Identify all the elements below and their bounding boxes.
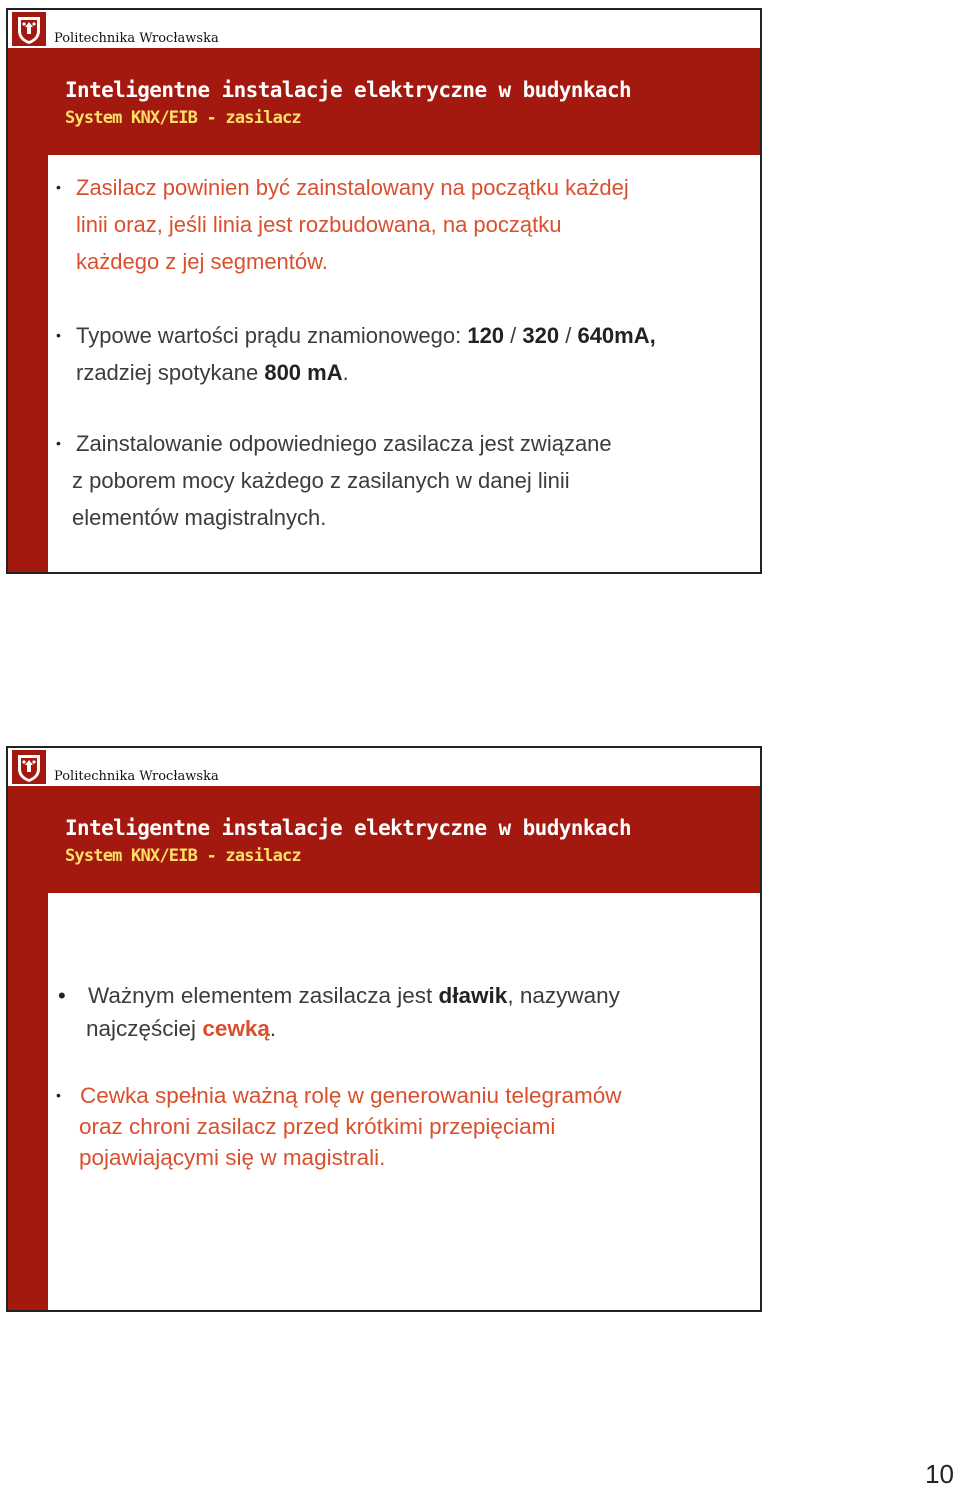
slide-header <box>48 48 760 155</box>
bullet-line: elementów magistralnych. <box>72 505 327 530</box>
list-item <box>56 979 752 1045</box>
separator: / <box>504 323 523 348</box>
slide-title: Inteligentne instalacje elektryczne w budynkach <box>65 78 632 102</box>
bullet-line: Zasilacz powinien być zainstalowany na początku każdej <box>76 175 629 200</box>
list-item <box>56 169 752 280</box>
bullet-icon: • <box>58 983 66 1008</box>
slide-header <box>48 786 760 893</box>
university-name: Politechnika Wrocławska <box>54 31 219 46</box>
slide-2 <box>6 746 762 1312</box>
left-strip <box>8 48 48 572</box>
term-cewka: cewką <box>202 1016 270 1041</box>
term-dlawik: dławik <box>438 983 508 1008</box>
bullet-line: z poborem mocy każdego z zasilanych w danej linii <box>72 468 570 493</box>
bullet-line: pojawiającymi się w magistrali. <box>79 1145 386 1170</box>
university-bar <box>8 10 760 49</box>
slide-content <box>48 155 760 572</box>
bullet-text: Typowe wartości prądu znamionowego: <box>76 323 468 348</box>
list-item <box>56 1080 752 1173</box>
bullet-text: rzadziej spotykane <box>76 360 265 385</box>
bullet-text: Ważnym elementem zasilacza jest <box>88 983 439 1008</box>
university-crest-icon <box>12 12 46 46</box>
bullet-text: . <box>269 1016 277 1041</box>
university-name: Politechnika Wrocławska <box>54 769 219 784</box>
bullet-line: linii oraz, jeśli linia jest rozbudowana, na początku <box>76 212 562 237</box>
slide-subtitle: System KNX/EIB - zasilacz <box>65 846 301 866</box>
university-bar <box>8 748 760 787</box>
bullet-line: Zainstalowanie odpowiedniego zasilacza jest związane <box>76 431 612 456</box>
list-item <box>56 317 752 391</box>
bullet-icon: • <box>56 1087 61 1103</box>
bullet-text: , nazywany <box>507 983 620 1008</box>
current-value: 120 <box>467 323 505 348</box>
bullet-line <box>56 354 752 391</box>
page-number: 10 <box>925 1459 954 1489</box>
bullet-line <box>56 317 752 354</box>
bullet-line: oraz chroni zasilacz przed krótkimi przepięciami <box>79 1114 556 1139</box>
current-value: 800 mA <box>264 360 343 385</box>
bullet-icon: • <box>56 179 61 195</box>
slide-content <box>48 893 760 1310</box>
current-value: 640mA, <box>577 323 656 348</box>
bullet-icon: • <box>56 327 61 343</box>
bullet-line <box>56 979 752 1012</box>
current-value: 320 <box>522 323 560 348</box>
bullet-line: każdego z jej segmentów. <box>76 249 328 274</box>
slide-1 <box>6 8 762 574</box>
list-item <box>56 425 752 536</box>
bullet-line <box>56 1012 752 1045</box>
bullet-line: Cewka spełnia ważną rolę w generowaniu telegramów <box>80 1083 622 1108</box>
separator: / <box>559 323 578 348</box>
slide-title: Inteligentne instalacje elektryczne w budynkach <box>65 816 632 840</box>
left-strip <box>8 786 48 1310</box>
bullet-text: najczęściej <box>86 1016 203 1041</box>
bullet-text: . <box>342 360 349 385</box>
slide-subtitle: System KNX/EIB - zasilacz <box>65 108 301 128</box>
university-crest-icon <box>12 750 46 784</box>
bullet-icon: • <box>56 435 61 451</box>
